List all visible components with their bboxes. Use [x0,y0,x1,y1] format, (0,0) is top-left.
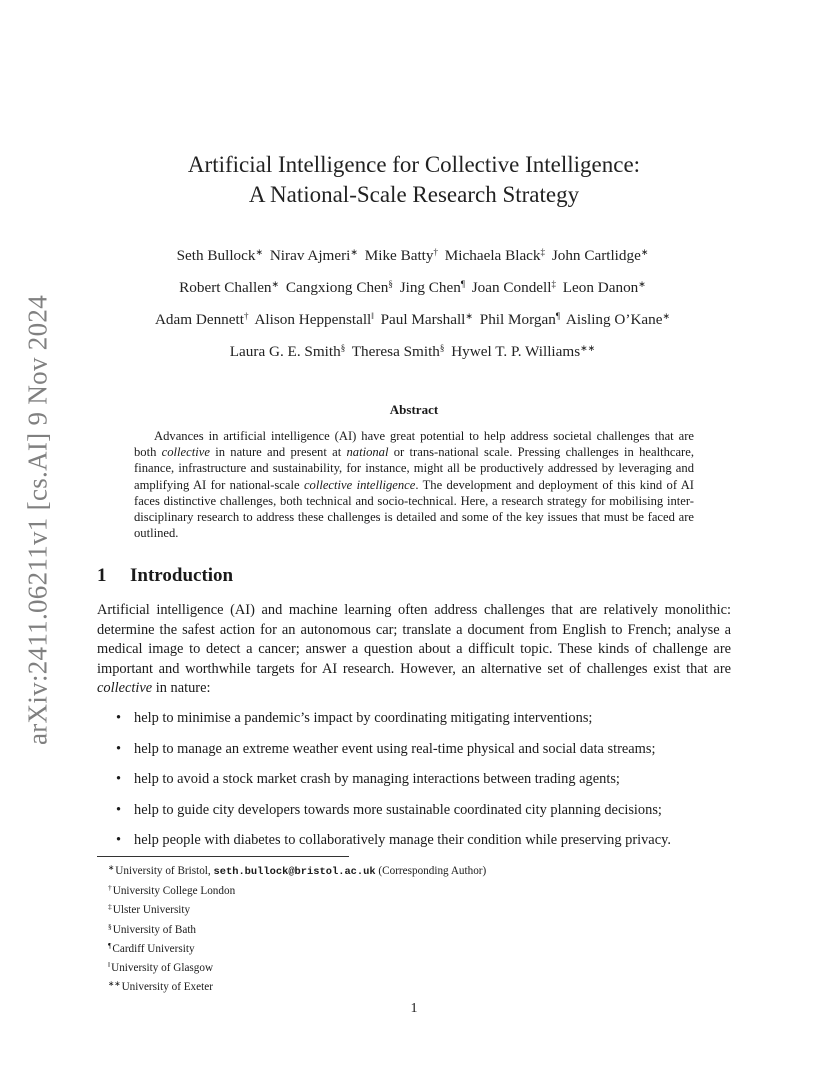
bullet-icon: • [116,801,122,818]
author: Adam Dennett† [154,311,249,328]
footnote: ∗University of Bristol, seth.bullock@bristol.ac.uk (Corresponding Author) [108,863,487,878]
author: Michaela Black‡ [444,247,546,264]
list-item: • help to minimise a pandemic’s impact by coordinating mitigating interventions; [116,710,593,726]
email-link[interactable]: seth.bullock@bristol.ac.uk [213,866,376,878]
footnote: ‖University of Glasgow [108,960,214,975]
abstract-body: Advances in artificial intelligence (AI) have great potential to help address societal challenges that are both collective in nature and present at national or trans-national scale. Pressing challenges in healthcare, finance, infrastructure and sustainability, for instance, might all be productively addressed by leveraging and amplifying AI for national-scale collective intelligence. The development and deployment of this kind of AI faces distinctive challenges, both technical and socio-technical. Here, a research strategy for mobilising inter-disciplinary research to address these challenges is detailed and some of the key issues that must be faced are outlined. [134,429,694,541]
footnotes [108,860,486,995]
footnote: ‡Ulster University [108,902,191,917]
challenge-list [116,708,736,861]
title-line-1: Artificial Intelligence for Collective Intelligence: [187,152,641,177]
author-line [100,270,728,302]
bullet-icon: • [116,771,122,787]
arxiv-side-stamp: arXiv:2411.06211v1 [cs.AI] 9 Nov 2024 [22,294,53,746]
page-number: 1 [410,1001,418,1016]
author: Aisling O’Kane∗ [565,311,671,328]
author: Joan Condell‡ [471,279,556,296]
footnote-divider [97,856,349,857]
author: Paul Marshall∗ [380,311,473,328]
author: Phil Morgan¶ [479,311,560,328]
bullet-icon: • [116,740,122,757]
author-line [100,334,728,366]
abstract-heading: Abstract [389,402,439,417]
list-item: • help to guide city developers towards more sustainable coordinated city planning decisions; [116,801,662,818]
author: Cangxiong Chen§ [285,279,393,296]
author: Theresa Smith§ [351,343,445,360]
bullet-icon: • [116,710,122,726]
author: Hywel T. P. Williams∗∗ [451,343,596,360]
author-line [100,302,728,334]
author-line [100,238,728,270]
author: Laura G. E. Smith§ [229,343,346,360]
section-heading-introduction [97,565,233,587]
footnote: †University College London [108,883,236,898]
intro-paragraph: Artificial intelligence (AI) and machine learning often address challenges that are relatively monolithic: determine the safest action for an autonomous car; translate a document from English to French; analyse a medical image to detect a cancer; answer a question about a difficult topic. These kinds of challenge are important and worthwhile targets for AI research. However, an alternative set of challenges exist that are collective in nature: [97,602,731,697]
paper-title [0,150,828,210]
author-list [100,238,728,366]
author: Alison Heppenstall‖ [254,311,374,328]
section-title: Introduction [130,565,234,586]
author: Jing Chen¶ [399,279,465,296]
section-number: 1 [97,565,107,586]
footnote: ∗∗University of Exeter [108,979,213,994]
author: Leon Danon∗ [562,279,646,296]
author: Nirav Ajmeri∗ [269,247,358,264]
list-item: • help to avoid a stock market crash by managing interactions between trading agents; [116,771,620,787]
author: John Cartlidge∗ [551,247,649,264]
bullet-icon: • [116,832,122,848]
author: Robert Challen∗ [179,279,280,296]
list-item: • help to manage an extreme weather event using real-time physical and social data streams; [116,740,656,757]
author: Mike Batty† [364,247,438,264]
list-item: • help people with diabetes to collaboratively manage their condition while preserving privacy. [116,832,671,848]
footnote: §University of Bath [108,921,197,936]
title-line-2: A National-Scale Research Strategy [248,182,580,207]
author: Seth Bullock∗ [176,247,264,264]
footnote: ¶Cardiff University [108,940,195,955]
